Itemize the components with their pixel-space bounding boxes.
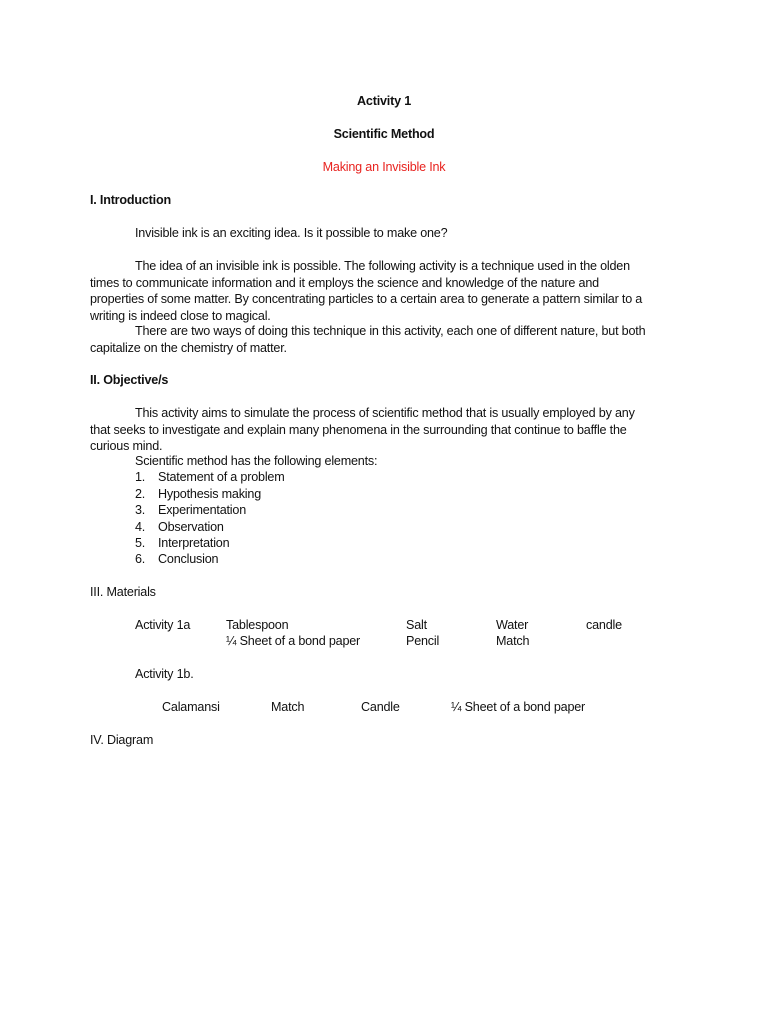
topic-title: Scientific Method [333,127,435,141]
material-item: Match [271,700,305,714]
materials-heading: III. Materials [90,585,156,599]
material-item: ¼ Sheet of a bond paper [451,700,586,714]
list-item: Interpretation [158,536,230,550]
material-item: Salt [406,618,427,632]
introduction-paragraph-3: There are two ways of doing this technique in this activity, each one of different nature, but both capitalize on the chemistry of matter. [90,324,646,355]
list-item: Statement of a problem [158,470,285,484]
material-item: Tablespoon [226,618,289,632]
introduction-paragraph-2: The idea of an invisible ink is possible. The following activity is a technique used in the olden times to communicate information and it employs the science and knowledge of the nature and properties of some matter. By concentrating particles to a certain area to generate a pattern similar to a writing is indeed close to magical. [90,259,643,323]
material-item: Calamansi [162,700,220,714]
diagram-heading: IV. Diagram [90,733,154,747]
objectives-heading: II. Objective/s [90,373,169,387]
subtitle: Making an Invisible Ink [322,160,446,174]
material-item: ¼ Sheet of a bond paper [226,634,361,648]
list-item-number: 1. [135,470,146,484]
introduction-heading: I. Introduction [90,193,171,207]
list-item: Experimentation [158,503,247,517]
material-item: candle [586,618,622,632]
list-item-number: 4. [135,520,146,534]
list-item: Observation [158,520,224,534]
material-item: Water [496,618,529,632]
list-item: Hypothesis making [158,487,261,501]
activity-1b-label: Activity 1b. [135,667,194,681]
objectives-paragraph: This activity aims to simulate the process of scientific method that is usually employed by any that seeks to investigate and explain many phenomena in the surrounding that continue to baffle the curious mind. [90,406,635,453]
elements-intro: Scientific method has the following elements: [135,454,378,468]
material-item: Pencil [406,634,440,648]
list-item-number: 2. [135,487,146,501]
list-item-number: 3. [135,503,146,517]
introduction-paragraph-1: Invisible ink is an exciting idea. Is it possible to make one? [135,226,448,240]
material-item: Match [496,634,530,648]
material-item: Candle [361,700,400,714]
list-item-number: 6. [135,552,146,566]
activity-title: Activity 1 [357,94,411,108]
list-item-number: 5. [135,536,146,550]
list-item: Conclusion [158,552,219,566]
activity-1a-label: Activity 1a [135,618,191,632]
